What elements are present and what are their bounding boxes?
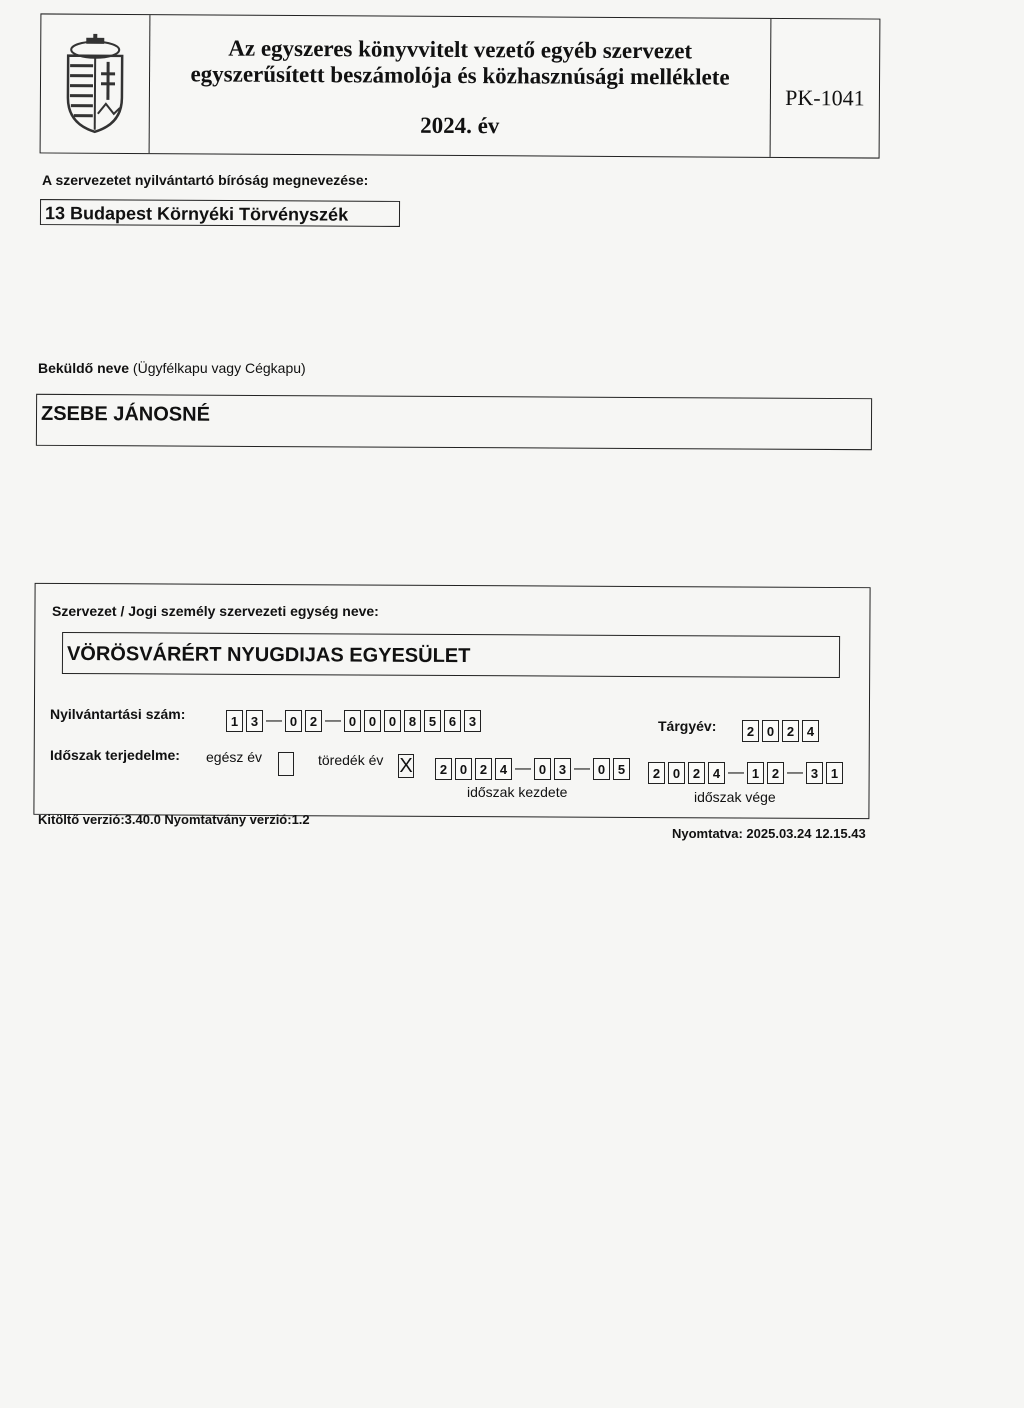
registration-digit: 3 xyxy=(464,710,481,732)
sender-label-note: (Ügyfélkapu vagy Cégkapu) xyxy=(132,360,306,376)
organization-name-field[interactable]: VÖRÖSVÁRÉRT NYUGDIJAS EGYESÜLET xyxy=(62,632,840,678)
registration-digit: 0 xyxy=(344,710,361,732)
form-title-line-2: egyszerűsített beszámolója és közhasznúsági melléklete xyxy=(190,61,730,90)
registration-digit: 1 xyxy=(226,710,243,732)
year-digit: 2 xyxy=(782,720,799,742)
registration-digit: 2 xyxy=(305,710,322,732)
crest-cell xyxy=(41,14,151,153)
end-date-digit: 1 xyxy=(747,762,764,784)
registration-number-field[interactable] xyxy=(226,710,484,732)
registration-digit: 3 xyxy=(246,710,263,732)
court-field[interactable]: 13 Budapest Környéki Törvényszék xyxy=(40,199,400,227)
end-date-digit: 2 xyxy=(688,762,705,784)
end-date-digit: 0 xyxy=(668,762,685,784)
start-date-digit: 5 xyxy=(613,758,630,780)
form-header xyxy=(40,13,881,158)
title-cell xyxy=(150,15,772,157)
period-label: Időszak terjedelme: xyxy=(50,747,180,763)
separator-dash: — xyxy=(728,764,744,781)
year-digit: 4 xyxy=(802,720,819,742)
separator-dash: — xyxy=(325,712,341,729)
version-info: Kitöltő verzió:3.40.0 Nyomtatvány verzió:1.2 xyxy=(38,812,310,827)
start-date-digit: 4 xyxy=(495,758,512,780)
form-code: PK-1041 xyxy=(785,84,865,111)
registration-digit: 8 xyxy=(404,710,421,732)
organization-label: Szervezet / Jogi személy szervezeti egység neve: xyxy=(52,603,379,619)
start-date-digit: 0 xyxy=(593,758,610,780)
registration-digit: 6 xyxy=(444,710,461,732)
end-date-digit: 2 xyxy=(648,762,665,784)
form-title-line-1: Az egyszeres könyvvitelt vezető egyéb szervezet xyxy=(228,35,693,64)
end-date-digit: 2 xyxy=(767,762,784,784)
whole-year-checkbox[interactable] xyxy=(278,752,294,776)
start-date-digit: 0 xyxy=(534,758,551,780)
form-year: 2024. év xyxy=(420,112,500,139)
hungarian-coat-of-arms-icon xyxy=(62,34,129,134)
partial-year-label: töredék év xyxy=(318,752,384,768)
separator-dash: — xyxy=(787,764,803,781)
year-digit: 2 xyxy=(742,720,759,742)
partial-year-checkbox[interactable]: X xyxy=(399,754,413,777)
form-title xyxy=(150,35,770,91)
end-date-digit: 3 xyxy=(806,762,823,784)
registration-label: Nyilvántartási szám: xyxy=(50,706,186,722)
period-end-label: időszak vége xyxy=(694,789,776,805)
end-date-digit: 4 xyxy=(708,762,725,784)
subject-year-field[interactable] xyxy=(742,720,822,742)
court-label: A szervezetet nyilvántartó bíróság megnevezése: xyxy=(42,172,369,188)
registration-digit: 5 xyxy=(424,710,441,732)
start-date-digit: 0 xyxy=(455,758,472,780)
start-date-digit: 2 xyxy=(475,758,492,780)
registration-digit: 0 xyxy=(364,710,381,732)
registration-digit: 0 xyxy=(384,710,401,732)
whole-year-label: egész év xyxy=(206,749,263,765)
period-end-field[interactable] xyxy=(648,762,846,784)
separator-dash: — xyxy=(574,760,590,777)
registration-digit: 0 xyxy=(285,710,302,732)
print-timestamp: Nyomtatva: 2025.03.24 12.15.43 xyxy=(672,826,866,841)
sender-label xyxy=(38,360,306,376)
sender-name-field[interactable]: ZSEBE JÁNOSNÉ xyxy=(36,394,872,450)
sender-label-text: Beküldő neve xyxy=(38,360,130,376)
period-start-field[interactable] xyxy=(435,758,633,780)
year-digit: 0 xyxy=(762,720,779,742)
start-date-digit: 3 xyxy=(554,758,571,780)
period-start-label: időszak kezdete xyxy=(467,784,568,800)
separator-dash: — xyxy=(515,760,531,777)
separator-dash: — xyxy=(266,712,282,729)
subject-year-label: Tárgyév: xyxy=(658,718,717,734)
start-date-digit: 2 xyxy=(435,758,452,780)
end-date-digit: 1 xyxy=(826,762,843,784)
